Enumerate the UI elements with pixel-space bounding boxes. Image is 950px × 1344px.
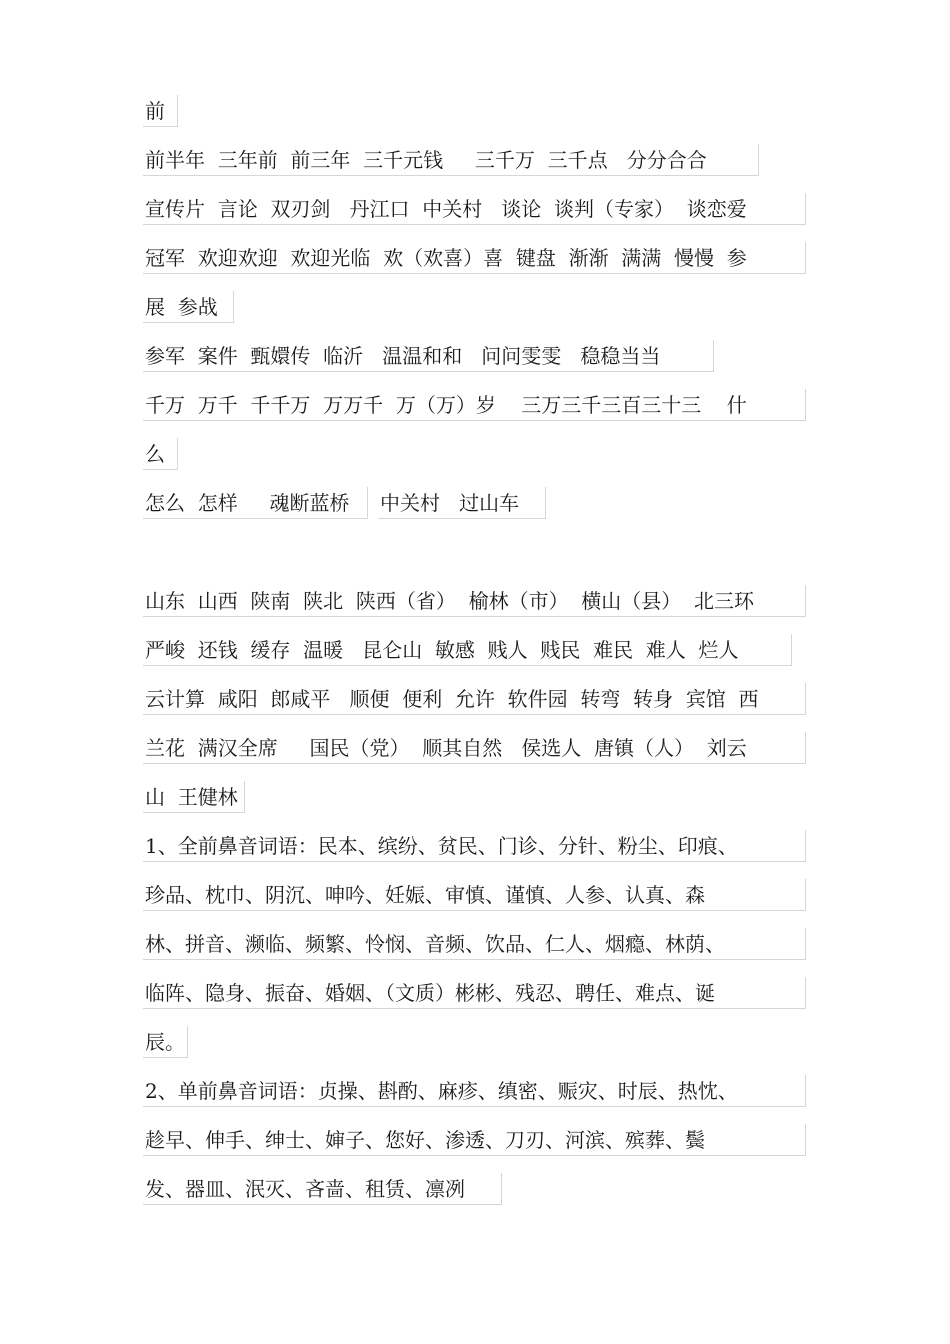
text-line: 2、单前鼻音词语：贞操、斟酌、麻疹、缜密、赈灾、时辰、热忱、 [143,1075,806,1107]
text-line: 展 参战 [143,291,234,323]
text-line: 1、全前鼻音词语：民本、缤纷、贫民、门诊、分针、粉尘、印痕、 [143,830,806,862]
text-line: 怎么 怎样 魂断蓝桥 [143,487,368,519]
text-line: 严峻 还钱 缓存 温暖 昆仑山 敏感 贱人 贱民 难民 难人 烂人 [143,634,792,666]
text-line: 参军 案件 甄嬛传 临沂 温温和和 问问雯雯 稳稳当当 [143,340,714,372]
text-line: 发、器皿、泯灭、吝啬、租赁、凛冽 [143,1173,502,1205]
text-line: 山东 山西 陕南 陕北 陕西（省） 榆林（市） 横山（县） 北三环 [143,585,806,617]
text-line: 云计算 咸阳 郎咸平 顺便 便利 允许 软件园 转弯 转身 宾馆 西 [143,683,806,715]
text-line: 前 [143,95,178,127]
text-line: 临阵、隐身、振奋、婚姻、（文质）彬彬、残忍、聘任、难点、诞 [143,977,806,1009]
text-line: 前半年 三年前 前三年 三千元钱 三千万 三千点 分分合合 [143,144,759,176]
text-line: 辰。 [143,1026,188,1058]
text-line: 兰花 满汉全席 国民（党） 顺其自然 侯选人 唐镇（人） 刘云 [143,732,806,764]
text-line: 中关村 过山车 [378,487,546,519]
text-line: 么 [143,438,178,470]
text-line: 趁早、伸手、绅士、婶子、您好、渗透、刀刃、河滨、殡葬、鬓 [143,1124,806,1156]
text-line: 冠军 欢迎欢迎 欢迎光临 欢（欢喜）喜 键盘 渐渐 满满 慢慢 参 [143,242,806,274]
text-line: 宣传片 言论 双刃剑 丹江口 中关村 谈论 谈判（专家） 谈恋爱 [143,193,806,225]
text-line: 山 王健林 [143,781,245,813]
text-line: 千万 万千 千千万 万万千 万（万）岁 三万三千三百三十三 什 [143,389,806,421]
text-line: 珍品、枕巾、阴沉、呻吟、妊娠、审慎、谨慎、人参、认真、森 [143,879,806,911]
text-line: 林、拼音、濒临、频繁、怜悯、音频、饮品、仁人、烟瘾、林荫、 [143,928,806,960]
